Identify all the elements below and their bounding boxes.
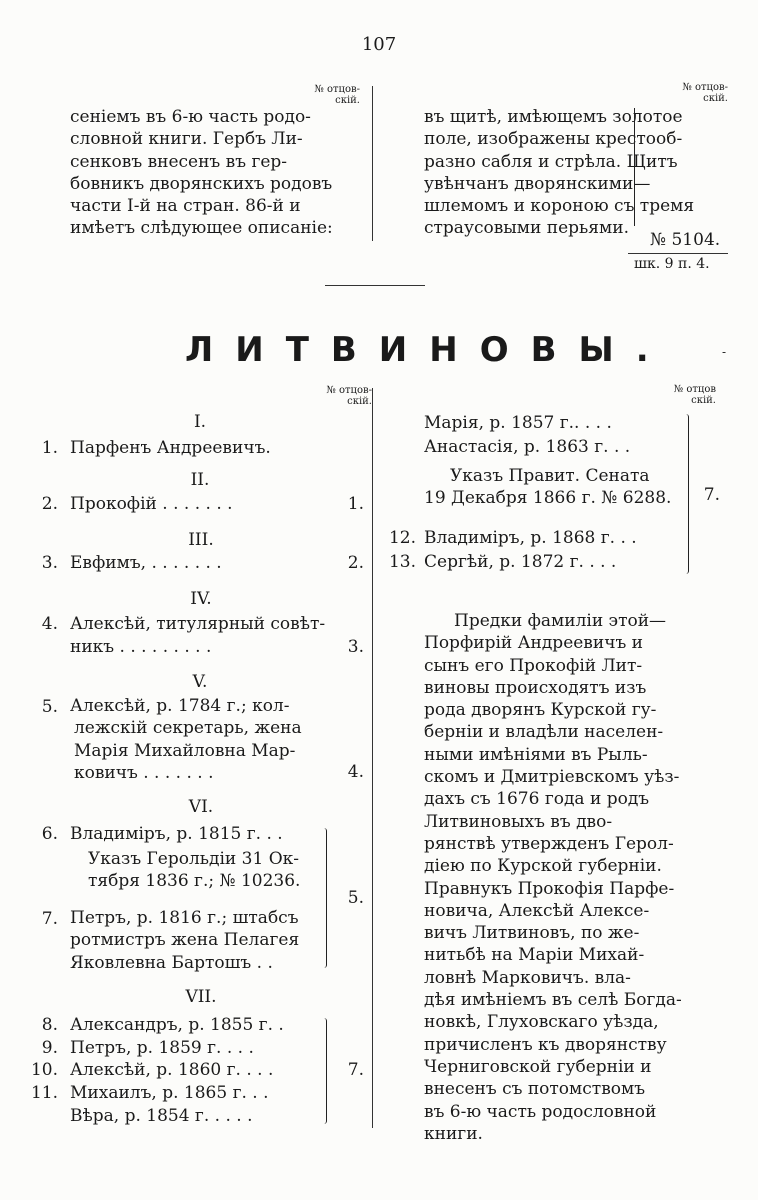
person-number: 12. bbox=[388, 528, 416, 548]
person-name: Парфенъ Андреевичъ. bbox=[70, 438, 271, 458]
text-line: лежскій секретарь, жена bbox=[74, 718, 302, 739]
page-number: 107 bbox=[361, 34, 397, 55]
text-line: словной книги. Гербъ Ли- bbox=[70, 129, 303, 150]
parent-number: 3. bbox=[347, 637, 364, 657]
text-line: внесенъ съ потомствомъ bbox=[424, 1079, 646, 1100]
text-line: новкѣ, Глуховскаго уѣзда, bbox=[424, 1012, 659, 1033]
person-number: 7. bbox=[41, 909, 58, 929]
parent-number: 5. bbox=[347, 888, 364, 908]
text-line: ловнѣ Марковичъ. вла- bbox=[424, 967, 631, 988]
column-note-line: скій. bbox=[347, 396, 372, 407]
column-note-right-2 bbox=[660, 384, 716, 406]
text-line: дахъ съ 1676 года и родъ bbox=[424, 789, 650, 810]
person-number: 13. bbox=[388, 552, 416, 572]
top-bracket bbox=[628, 108, 635, 226]
generation-roman: III. bbox=[188, 530, 214, 550]
decree-note bbox=[88, 848, 300, 893]
text-line: Указъ Правит. Сената bbox=[450, 466, 650, 486]
person-name: Александръ, р. 1855 г. . bbox=[70, 1015, 284, 1035]
text-line: разно сабля и стрѣла. Щитъ bbox=[424, 151, 678, 172]
grouping-brace bbox=[680, 414, 689, 574]
person-name: Сергѣй, р. 1872 г. . . . bbox=[424, 552, 617, 572]
grouping-brace bbox=[318, 1018, 327, 1124]
person-number: 9. bbox=[41, 1038, 58, 1058]
text-line: дѣя имѣніемъ въ селѣ Богда- bbox=[424, 990, 682, 1011]
text-line: Правнукъ Прокофія Парфе- bbox=[424, 878, 675, 899]
text-line: сынъ его Прокофій Лит- bbox=[424, 655, 643, 676]
section-divider bbox=[325, 285, 425, 286]
text-line: виновы происходятъ изъ bbox=[424, 677, 647, 698]
person-number: 2. bbox=[41, 494, 58, 514]
generation-roman: V. bbox=[192, 672, 208, 692]
person-name: Владиміръ, р. 1868 г. . . bbox=[424, 528, 637, 548]
reference-rule bbox=[628, 253, 728, 254]
text-line: книги. bbox=[424, 1123, 483, 1144]
column-note-left bbox=[300, 84, 360, 106]
person-number: 8. bbox=[41, 1015, 58, 1035]
person-name: Алексѣй, р. 1860 г. . . . bbox=[70, 1060, 274, 1080]
text-line: скомъ и Дмитріевскомъ уѣз- bbox=[424, 767, 680, 788]
column-note-line: № отцов- bbox=[314, 84, 360, 95]
person-number: 1. bbox=[41, 438, 58, 458]
text-line: поле, изображены крестооб- bbox=[424, 129, 683, 150]
column-note-left-2 bbox=[302, 385, 372, 407]
person-number: 10. bbox=[30, 1060, 58, 1080]
generation-roman: VII. bbox=[185, 987, 217, 1007]
text-line: берніи и владѣли населен- bbox=[424, 722, 664, 743]
text-line: ными имѣніями въ Рыль- bbox=[424, 744, 648, 765]
person-name-continued: никъ . . . . . . . . . bbox=[70, 637, 212, 657]
text-line: діею по Курской губерніи. bbox=[424, 856, 662, 877]
person-entry bbox=[70, 907, 299, 974]
text-line: Алексѣй, р. 1784 г.; кол- bbox=[70, 696, 290, 716]
text-line: Петръ, р. 1816 г.; штабсъ bbox=[70, 908, 299, 928]
text-line: Порфирій Андреевичъ и bbox=[424, 633, 643, 654]
margin-mark: - bbox=[722, 345, 727, 359]
column-note-line: № отцов bbox=[673, 384, 716, 395]
column-note-line: скій. bbox=[703, 93, 728, 104]
text-line: Предки фамиліи этой— bbox=[454, 611, 667, 631]
generation-roman: I. bbox=[193, 412, 207, 432]
text-line: имѣетъ слѣдующее описаніе: bbox=[70, 218, 333, 239]
generation-roman: VI. bbox=[188, 797, 214, 817]
text-line: въ 6-ю часть родословной bbox=[424, 1101, 657, 1122]
text-line: новича, Алексѣй Алексе- bbox=[424, 900, 650, 921]
person-name: Вѣра, р. 1854 г. . . . . bbox=[70, 1106, 253, 1126]
generation-roman: II. bbox=[190, 470, 210, 490]
column-note-right bbox=[660, 82, 728, 104]
column-note-line: № отцов- bbox=[682, 82, 728, 93]
person-number: 6. bbox=[41, 824, 58, 844]
text-line: сеніемъ въ 6-ю часть родо- bbox=[70, 107, 311, 127]
text-line: Яковлевна Бартошъ . . bbox=[70, 952, 273, 973]
text-line: части I-й на стран. 86-й и bbox=[70, 196, 301, 217]
text-line: бовникъ дворянскихъ родовъ bbox=[70, 173, 333, 194]
family-title: ЛИТВИНОВЫ. bbox=[185, 330, 671, 370]
text-line: Марія Михайловна Мар- bbox=[74, 740, 296, 761]
person-number: 4. bbox=[41, 614, 58, 634]
text-line: Литвиновыхъ въ дво- bbox=[424, 811, 613, 832]
generation-roman: IV. bbox=[190, 589, 212, 609]
column-divider bbox=[372, 86, 373, 241]
top-right-text bbox=[424, 106, 724, 240]
parent-number: 7. bbox=[703, 485, 720, 505]
text-line: Указъ Герольдіи 31 Ок- bbox=[88, 849, 300, 869]
person-entry bbox=[70, 695, 302, 784]
grouping-brace bbox=[318, 828, 327, 968]
text-line: вичъ Литвиновъ, по же- bbox=[424, 923, 640, 944]
parent-number: 7. bbox=[347, 1060, 364, 1080]
text-line: шлемомъ и короною съ тремя bbox=[424, 196, 695, 217]
family-history-paragraph bbox=[424, 610, 724, 1145]
person-name: Марія, р. 1857 г.. . . . bbox=[424, 413, 612, 433]
parent-number: 4. bbox=[347, 762, 364, 782]
person-name: Петръ, р. 1859 г. . . . bbox=[70, 1038, 254, 1058]
text-line: увѣнчанъ дворянскими— bbox=[424, 173, 651, 194]
parent-number: 2. bbox=[347, 553, 364, 573]
person-name: Прокофій . . . . . . . bbox=[70, 494, 233, 514]
text-line: ковичъ . . . . . . . bbox=[74, 762, 214, 783]
person-number: 3. bbox=[41, 553, 58, 573]
text-line: ротмистръ жена Пелагея bbox=[70, 930, 300, 951]
text-line: 19 Декабря 1866 г. № 6288. bbox=[424, 488, 672, 509]
person-name: Алексѣй, титулярный совѣт- bbox=[70, 614, 326, 634]
person-name: Михаилъ, р. 1865 г. . . bbox=[70, 1083, 269, 1103]
shelf-reference: шк. 9 п. 4. bbox=[634, 256, 710, 272]
text-line: причисленъ къ дворянству bbox=[424, 1034, 667, 1055]
column-note-line: № отцов- bbox=[326, 385, 372, 396]
text-line: сенковъ внесенъ въ гер- bbox=[70, 151, 288, 172]
person-number: 5. bbox=[41, 697, 58, 717]
text-line: нитьбѣ на Маріи Михай- bbox=[424, 945, 645, 966]
text-line: тября 1836 г.; № 10236. bbox=[88, 871, 301, 892]
person-number: 11. bbox=[30, 1083, 58, 1103]
person-name: Владиміръ, р. 1815 г. . . bbox=[70, 824, 283, 844]
coat-of-arms-reference: № 5104. bbox=[650, 230, 721, 250]
text-line: въ щитѣ, имѣющемъ золотое bbox=[424, 107, 683, 127]
text-line: страусовыми перьями. bbox=[424, 218, 629, 239]
column-divider bbox=[372, 388, 373, 1128]
person-name: Евфимъ, . . . . . . . bbox=[70, 553, 222, 573]
text-line: Черниговской губерніи и bbox=[424, 1056, 652, 1077]
decree-note bbox=[424, 465, 671, 510]
parent-number: 1. bbox=[347, 494, 364, 514]
text-line: рода дворянъ Курской гу- bbox=[424, 700, 657, 721]
text-line: рянствѣ утвержденъ Герол- bbox=[424, 833, 674, 854]
column-note-line: скій. bbox=[691, 395, 716, 406]
person-name: Анастасія, р. 1863 г. . . bbox=[424, 437, 631, 457]
column-note-line: скій. bbox=[335, 95, 360, 106]
top-left-text bbox=[70, 106, 365, 240]
